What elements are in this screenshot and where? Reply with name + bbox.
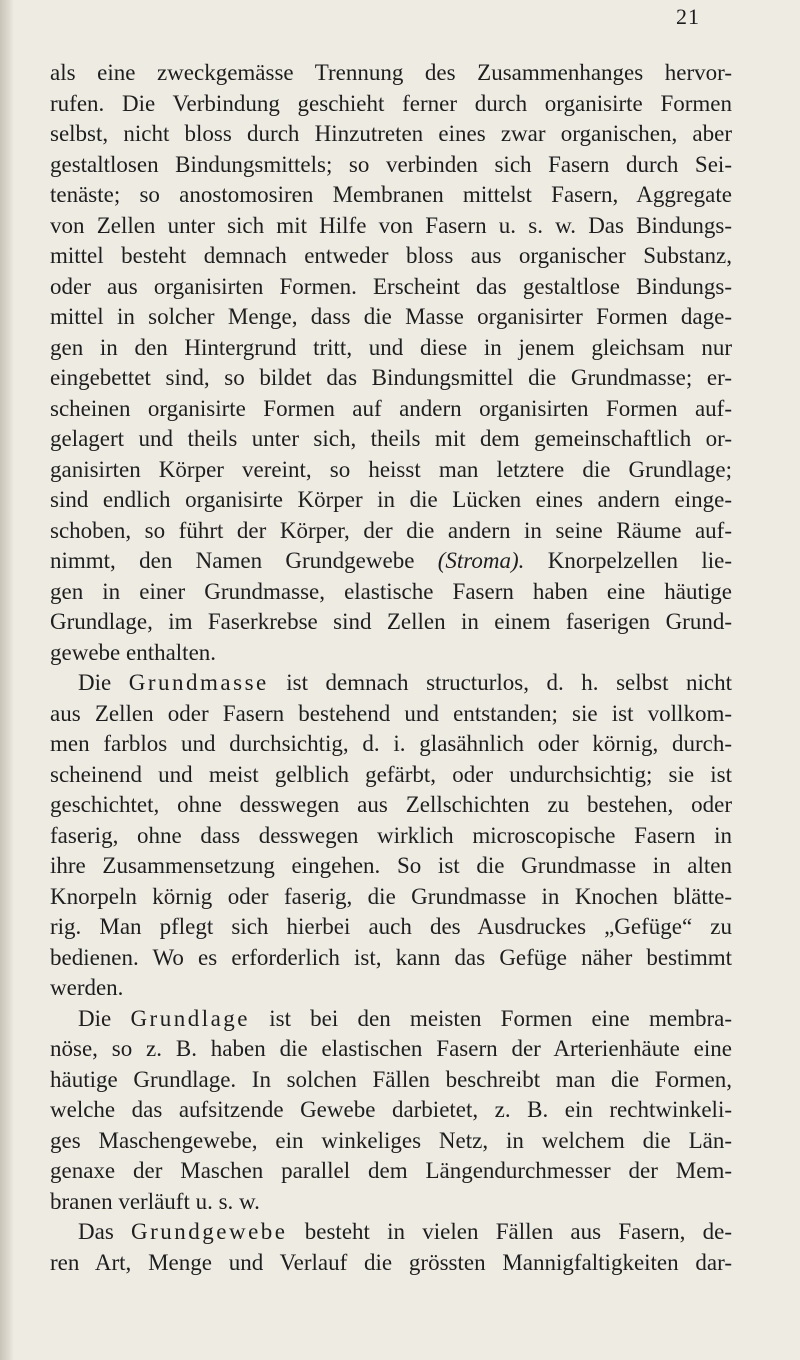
text-line: faserig, ohne dass desswegen wirklich microscopische Fasern in <box>50 822 732 848</box>
text-line: werden. <box>50 975 124 1000</box>
text-line: nöse, so z. B. haben die elastischen Fasern der Arterienhäute eine <box>50 1036 732 1061</box>
text-line: welche das aufsitzende Gewebe darbietet, z. B. ein rechtwinkeli- <box>50 1097 732 1122</box>
text-line: als eine zweckgemässe Trennung des Zusammenhanges hervor- <box>50 60 732 85</box>
text-line: ganisirten Körper vereint, so heisst man letztere die Grundlage; <box>50 456 732 482</box>
text-line: scheinen organisirte Formen auf andern organisirten Formen auf- <box>50 395 732 421</box>
page-number: 21 <box>676 4 700 29</box>
body-text <box>50 58 732 1278</box>
text-run: besteht in vielen Fällen aus Fasern, de- <box>287 1219 732 1244</box>
text-line: branen verläuft u. s. w. <box>50 1188 260 1214</box>
paragraph-start-grundlage <box>50 1004 732 1035</box>
text-line: ren Art, Menge und Verlauf die grössten Mannigfaltigkeiten dar- <box>50 1249 732 1275</box>
text-line: scheinend und meist gelblich gefärbt, oder undurchsichtig; sie ist <box>50 761 732 787</box>
text-line: häutige Grundlage. In solchen Fällen beschreibt man die Formen, <box>50 1066 732 1092</box>
text-line: tenäste; so anostomosiren Membranen mittelst Fasern, Aggregate <box>50 182 732 207</box>
text-run: nimmt, den Namen Grundgewebe <box>50 548 438 573</box>
binding-edge <box>0 0 14 1360</box>
text-line: men farblos und durchsichtig, d. i. glasähnlich oder körnig, durch- <box>50 731 732 756</box>
text-line: sind endlich organisirte Körper in die Lücken eines andern einge- <box>50 487 732 512</box>
text-line: ihre Zusammensetzung eingehen. So ist die Grundmasse in alten <box>50 853 732 878</box>
text-run: Das <box>78 1219 132 1244</box>
term-grundmasse: Grundmasse <box>128 670 269 695</box>
text-run: ist demnach structurlos, d. h. selbst nicht <box>268 670 732 695</box>
text-line: selbst, nicht bloss durch Hinzutreten eines zwar organischen, aber <box>50 121 732 146</box>
stroma-term: (Stroma). <box>437 548 525 573</box>
text-line: Knorpeln körnig oder faserig, die Grundmasse in Knochen blätte- <box>50 883 732 909</box>
text-line: ges Maschengewebe, ein winkeliges Netz, in welchem die Län- <box>50 1127 732 1153</box>
text-line: geschichtet, ohne desswegen aus Zellschichten zu bestehen, oder <box>50 792 732 817</box>
text-line: gewebe enthalten. <box>50 639 217 665</box>
text-line: bedienen. Wo es erforderlich ist, kann das Gefüge näher bestimmt <box>50 944 732 970</box>
text-line: aus Zellen oder Fasern bestehend und entstanden; sie ist vollkom- <box>50 700 732 726</box>
paragraph-start-grundmasse <box>50 668 732 699</box>
term-grundlage: Grundlage <box>130 1005 251 1031</box>
text-run: Knorpelzellen lie- <box>524 548 732 573</box>
text-run: Die <box>78 1005 131 1031</box>
text-line: oder aus organisirten Formen. Erscheint das gestaltlose Bindungs- <box>50 273 732 299</box>
text-line: Grundlage, im Faserkrebse sind Zellen in einem faserigen Grund- <box>50 609 732 634</box>
text-line: rig. Man pflegt sich hierbei auch des Ausdruckes „Gefüge“ zu <box>50 914 732 939</box>
paragraph-start-grundgewebe <box>50 1217 732 1248</box>
text-line: eingebettet sind, so bildet das Bindungsmittel die Grundmasse; er- <box>50 365 732 390</box>
text-run: Die <box>78 670 129 695</box>
text-line: von Zellen unter sich mit Hilfe von Fasern u. s. w. Das Bindungs- <box>50 212 732 238</box>
term-grundgewebe: Grundgewebe <box>131 1219 288 1244</box>
text-line: mittel besteht demnach entweder bloss aus organischer Substanz, <box>50 243 732 268</box>
text-line: gelagert und theils unter sich, theils mit dem gemeinschaftlich or- <box>50 426 732 451</box>
text-line: rufen. Die Verbindung geschieht ferner durch organisirte Formen <box>50 90 732 116</box>
text-line: gen in einer Grundmasse, elastische Fasern haben eine häutige <box>50 578 732 604</box>
text-line: genaxe der Maschen parallel dem Längendurchmesser der Mem- <box>50 1158 732 1183</box>
text-run: ist bei den meisten Formen eine membra- <box>250 1005 732 1031</box>
text-line: mittel in solcher Menge, dass die Masse organisirter Formen dage- <box>50 304 732 329</box>
text-line: gen in den Hintergrund tritt, und diese in jenem gleichsam nur <box>50 334 732 360</box>
text-line: gestaltlosen Bindungsmittels; so verbinden sich Fasern durch Sei- <box>50 151 732 177</box>
text-line: schoben, so führt der Körper, der die andern in seine Räume auf- <box>50 517 732 543</box>
text-line-stroma <box>50 546 732 577</box>
